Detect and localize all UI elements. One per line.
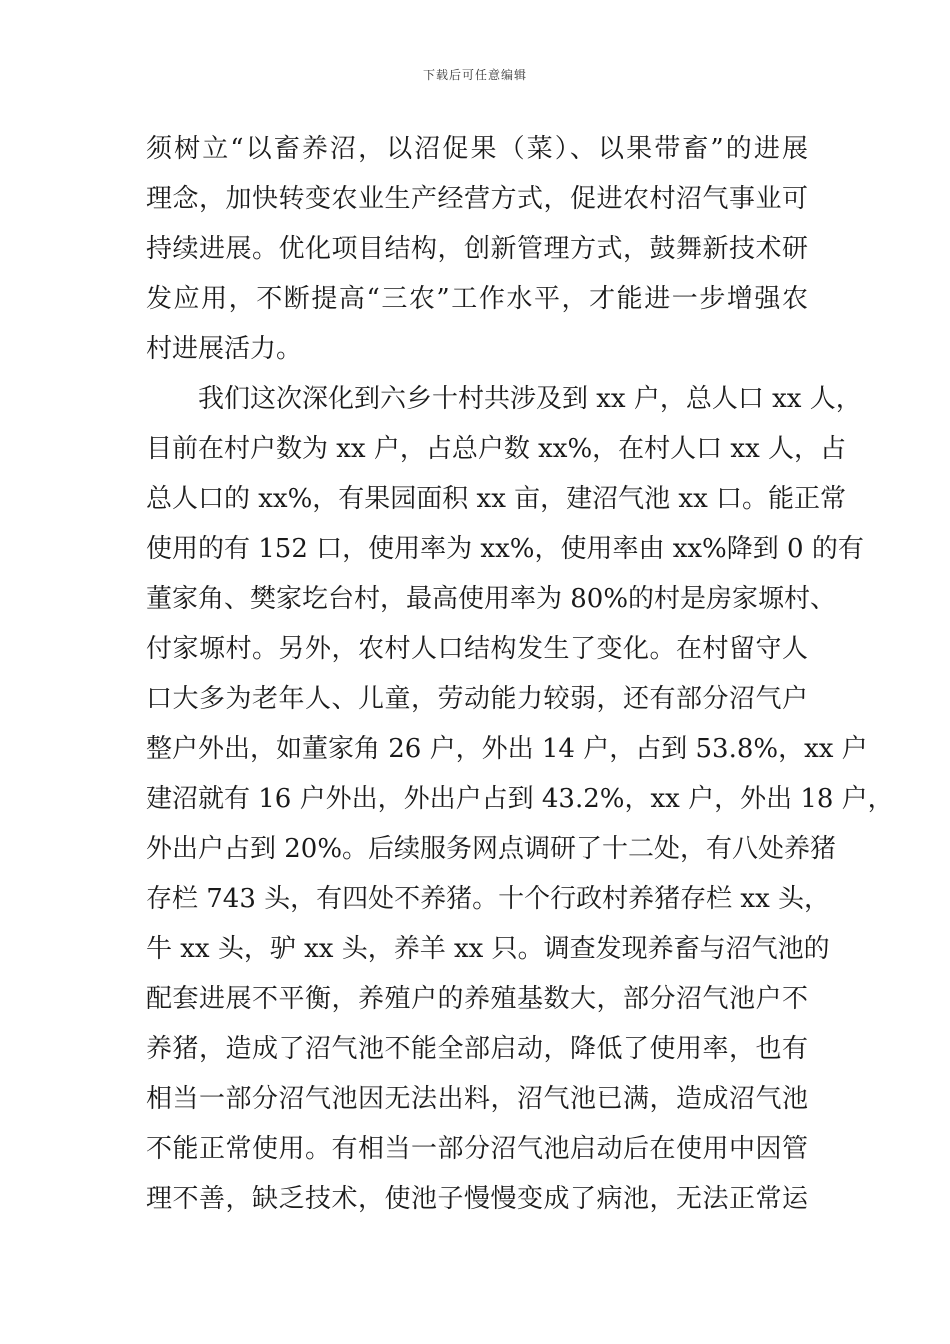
text-line: 总人口的 xx%，有果园面积 xx 亩，建沼气池 xx 口。能正常 [146,484,847,514]
text-line: 牛 xx 头，驴 xx 头，养羊 xx 只。调查发现养畜与沼气池的 [146,934,830,964]
text-line: 持续进展。优化项目结构，创新管理方式，鼓舞新技术研 [146,234,808,264]
text-line: 建沼就有 16 户外出，外出户占到 43.2%，xx 户，外出 18 户， [146,784,894,814]
text-line: 存栏 743 头，有四处不养猪。十个行政村养猪存栏 xx 头， [146,884,831,914]
text-line: 外出户占到 20%。后续服务网点调研了十二处，有八处养猪 [146,834,837,864]
text-line: 养猪，造成了沼气池不能全部启动，降低了使用率，也有 [146,1034,808,1064]
text-line: 不能正常使用。有相当一部分沼气池启动后在使用中因管 [146,1134,808,1164]
text-line: 口大多为老年人、儿童，劳动能力较弱，还有部分沼气户 [146,684,808,714]
page-header: 下载后可任意编辑 [422,68,527,82]
document-body [146,124,894,1224]
text-line: 理念，加快转变农业生产经营方式，促进农村沼气事业可 [146,184,808,214]
text-line: 董家角、樊家圪台村，最高使用率为 80%的村是房家塬村、 [146,584,837,614]
text-line: 目前在村户数为 xx 户，占总户数 xx%，在村人口 xx 人，占 [146,434,847,464]
text-line: 相当一部分沼气池因无法出料，沼气池已满，造成沼气池 [146,1084,808,1114]
text-line: 须树立“以畜养沼，以沼促果（菜）、以果带畜”的进展 [146,134,808,164]
text-line: 村进展活力。 [146,334,303,364]
text-line: 使用的有 152 口，使用率为 xx%，使用率由 xx%降到 0 的有 [146,534,864,564]
paragraph-start-line: 我们这次深化到六乡十村共涉及到 xx 户，总人口 xx 人， [198,384,862,414]
text-line: 配套进展不平衡，养殖户的养殖基数大，部分沼气池户不 [146,984,808,1014]
text-line: 付家塬村。另外，农村人口结构发生了变化。在村留守人 [146,634,808,664]
text-line: 理不善，缺乏技术，使池子慢慢变成了病池，无法正常运 [146,1184,808,1214]
text-line: 发应用，不断提高“三农”工作水平，才能进一步增强农 [146,284,808,314]
text-line: 整户外出，如董家角 26 户，外出 14 户，占到 53.8%，xx 户 [146,734,868,764]
